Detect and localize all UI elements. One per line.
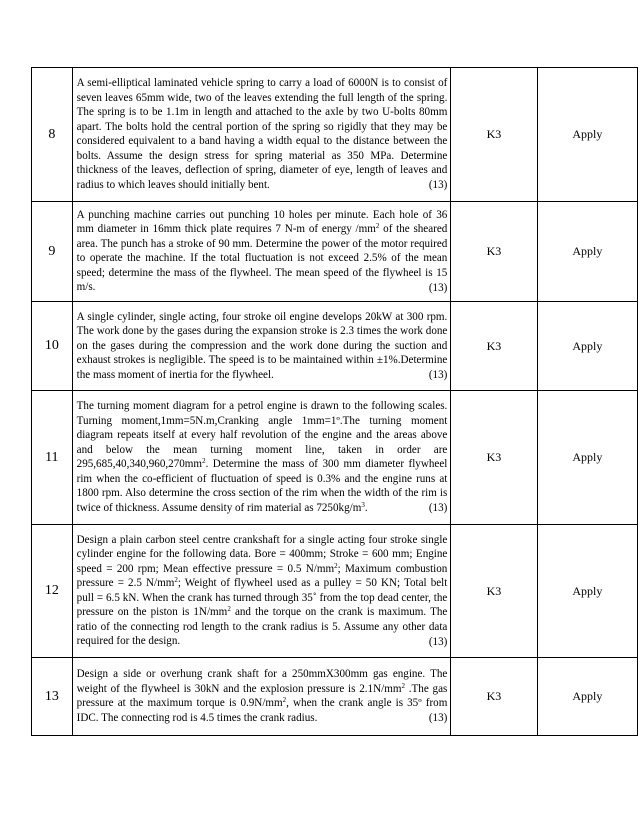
- question-cell: [72, 202, 451, 302]
- question-text: The turning moment diagram for a petrol engine is drawn to the following scales. Turning moment,1mm=5N.m,Cranking angle 1mm=1º.The turning moment diagram repeats itself at every half revolution of the engine and the areas above and below the mean turning moment line, taken in order are $295,685,40,340,960,270mm^2$. Determine the mass of 300 mm diameter flywheel rim when the co-efficient of fluctuation of speed is 0.3% and the engine runs at 1800 rpm. Also determine the cross section of the rim when the width of the rim is twice of thickness. Assume density of rim material as $7250kg/m^3$.: [76, 400, 448, 514]
- question-cell: [72, 302, 451, 391]
- question-cell: [72, 68, 451, 202]
- knowledge-level: K3: [451, 525, 537, 658]
- question-cell: [72, 658, 451, 736]
- marks-label: (13): [428, 635, 448, 648]
- table-row: [32, 525, 638, 658]
- question-cell: [72, 525, 451, 658]
- questions-table: [31, 67, 638, 736]
- marks-label: (13): [428, 369, 448, 381]
- knowledge-level: K3: [451, 68, 537, 202]
- knowledge-level: K3: [451, 658, 537, 736]
- question-text: A semi-elliptical laminated vehicle spring to carry a load of 6000N is to consist of seven leaves 65mm wide, two of the leaves extending the full length of the spring. The spring is to be 1.1m in length and attached to the axle by two U-bolts 80mm apart. The bolts hold the central portion of the spring so rigidly that they may be considered equivalent to a band having a width equal to the distance between the bolts. Assume the design stress for spring material as 350 MPa. Determine thickness of the leaves, deflection of spring, diameter of eye, length of leaves and radius to which leaves should initially bent.: [76, 77, 448, 191]
- knowledge-level: K3: [451, 202, 537, 302]
- marks-label: (13): [428, 712, 448, 725]
- bloom-level: Apply: [537, 302, 637, 391]
- bloom-level: Apply: [537, 391, 637, 525]
- question-text: Design a side or overhung crank shaft for a 250mmX300mm gas engine. The weight of the flywheel is 30kN and the explosion pressure is $2.1N/mm^2$ .The gas pressure at the maximum torque is $0.9N/mm^2$, when the crank angle is 35º from IDC. The connecting rod is 4.5 times the crank radius.: [76, 668, 448, 724]
- table-row: [32, 68, 638, 202]
- question-text: A punching machine carries out punching 10 holes per minute. Each hole of 36 mm diameter in 16mm thick plate requires 7 N-m of energy $/mm^2$ of the sheared area. The punch has a stroke of 90 mm. Determine the power of the motor required to operate the machine. If the total fluctuation is not exceed 2.5% of the mean speed; determine the mass of the flywheel. The mean speed of the flywheel is 15 m/s.: [76, 208, 448, 294]
- question-text: A single cylinder, single acting, four stroke oil engine develops 20kW at 300 rpm. The work done by the gases during the expansion stroke is 2.3 times the work done on the gases during the compression and the work done during the suction and exhaust strokes is negligible. The speed is to be maintained within ±1%.Determine the mass moment of inertia for the flywheel.: [76, 310, 448, 381]
- bloom-level: Apply: [537, 658, 637, 736]
- marks-label: (13): [428, 502, 448, 515]
- question-text: Design a plain carbon steel centre crankshaft for a single acting four stroke single cylinder engine for the following data. Bore = 400mm; Stroke = 600 mm; Engine speed = 200 rpm; Mean effective pressure = 0.5 $N/mm^2$; Maximum combustion pressure = 2.5 $N/mm^2$; Weight of flywheel used as a pulley = 50 KN; Total belt pull = 6.5 kN. When the crank has turned through 35˚ from the top dead center, the pressure on the piston is $1N/mm^2$ and the torque on the crank is maximum. The ratio of the connecting rod length to the crank radius is 5. Assume any other data required for the design.: [76, 533, 448, 648]
- question-cell: [72, 391, 451, 525]
- question-number: 11: [32, 391, 73, 525]
- question-number: 8: [32, 68, 73, 202]
- marks-label: (13): [428, 179, 448, 192]
- table-row: [32, 302, 638, 391]
- question-number: 13: [32, 658, 73, 736]
- table-row: [32, 202, 638, 302]
- table-row: [32, 658, 638, 736]
- question-number: 9: [32, 202, 73, 302]
- bloom-level: Apply: [537, 202, 637, 302]
- knowledge-level: K3: [451, 391, 537, 525]
- knowledge-level: K3: [451, 302, 537, 391]
- question-number: 12: [32, 525, 73, 658]
- bloom-level: Apply: [537, 525, 637, 658]
- bloom-level: Apply: [537, 68, 637, 202]
- marks-label: (13): [428, 281, 448, 294]
- question-number: 10: [32, 302, 73, 391]
- table-row: [32, 391, 638, 525]
